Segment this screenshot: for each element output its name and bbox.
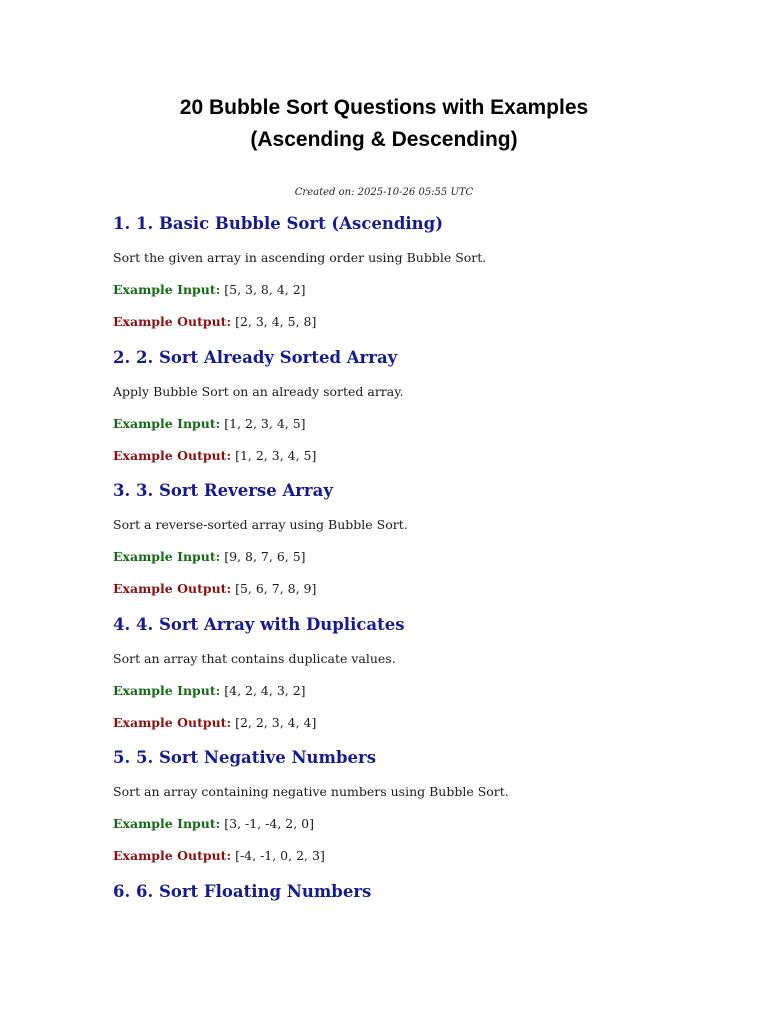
example-input-value: [3, -1, -4, 2, 0] [224,816,315,831]
question-description: Sort the given array in ascending order using Bubble Sort. [113,250,487,265]
title-line-1: 20 Bubble Sort Questions with Examples [179,96,589,119]
question-heading: 1. 1. Basic Bubble Sort (Ascending) [113,214,444,233]
example-output [113,715,316,730]
example-input-label: Example Input: [113,549,221,564]
question-heading: 6. 6. Sort Floating Numbers [113,882,372,901]
example-output-value: [2, 2, 3, 4, 4] [235,715,317,730]
example-output-label: Example Output: [113,314,232,329]
question-description: Apply Bubble Sort on an already sorted array. [113,384,404,399]
example-output-label: Example Output: [113,581,232,596]
example-input-value: [9, 8, 7, 6, 5] [224,549,306,564]
example-output [113,848,325,863]
question-heading: 4. 4. Sort Array with Duplicates [113,615,405,634]
created-timestamp: Created on: 2025-10-26 05:55 UTC [294,187,474,198]
question-description: Sort a reverse-sorted array using Bubble Sort. [113,517,408,532]
document-title [0,92,768,156]
example-output-label: Example Output: [113,715,232,730]
example-output-value: [5, 6, 7, 8, 9] [235,581,317,596]
example-input [113,816,314,831]
title-line-2: (Ascending & Descending) [250,128,518,151]
example-output [113,314,316,329]
example-output-label: Example Output: [113,848,232,863]
example-output-value: [-4, -1, 0, 2, 3] [235,848,325,863]
example-output-label: Example Output: [113,448,232,463]
example-input [113,683,306,698]
example-input-label: Example Input: [113,416,221,431]
example-input-label: Example Input: [113,683,221,698]
question-heading: 5. 5. Sort Negative Numbers [113,748,377,767]
question-description: Sort an array that contains duplicate values. [113,651,396,666]
example-input-value: [4, 2, 4, 3, 2] [224,683,306,698]
example-output [113,581,316,596]
example-output-value: [1, 2, 3, 4, 5] [235,448,317,463]
example-input-value: [5, 3, 8, 4, 2] [224,282,306,297]
example-input-label: Example Input: [113,816,221,831]
example-input [113,416,306,431]
question-heading: 2. 2. Sort Already Sorted Array [113,348,398,367]
example-output [113,448,316,463]
example-input-value: [1, 2, 3, 4, 5] [224,416,306,431]
question-heading: 3. 3. Sort Reverse Array [113,481,333,500]
example-input-label: Example Input: [113,282,221,297]
example-output-value: [2, 3, 4, 5, 8] [235,314,317,329]
example-input [113,549,306,564]
example-input [113,282,306,297]
question-description: Sort an array containing negative numbers using Bubble Sort. [113,784,509,799]
